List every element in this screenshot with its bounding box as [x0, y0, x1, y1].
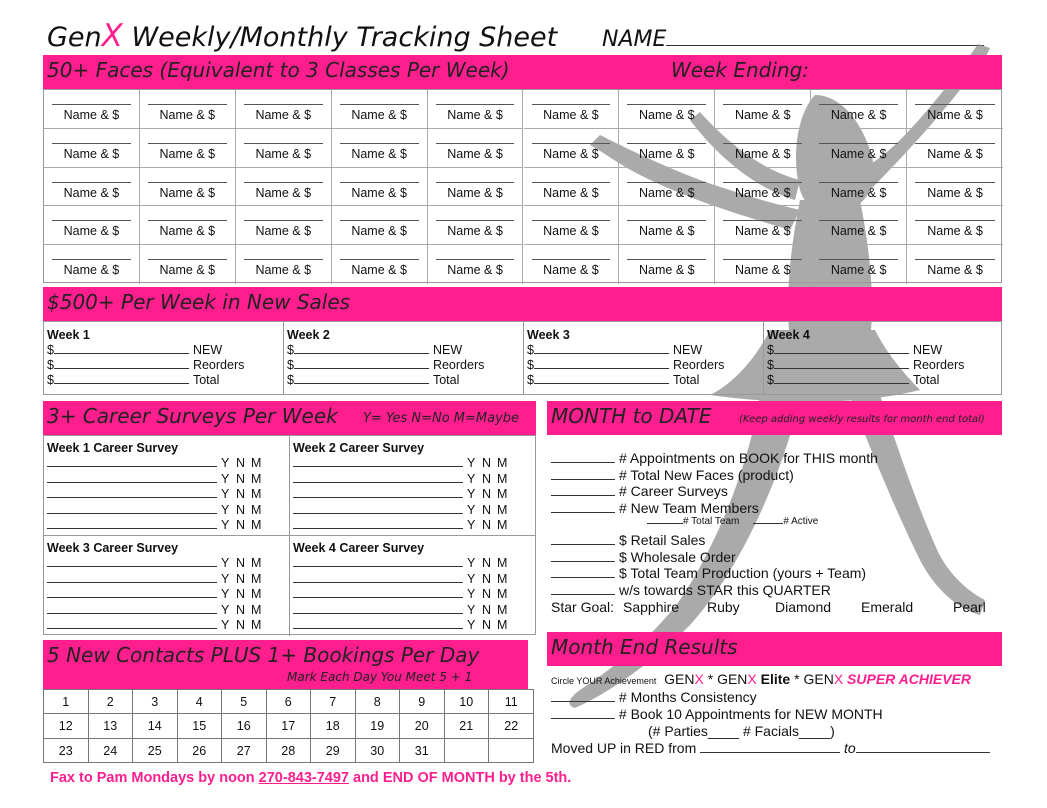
face-entry-cell[interactable]	[332, 168, 428, 207]
sales-week-block	[44, 322, 284, 394]
day-cell[interactable]: 20	[400, 714, 445, 738]
sales-week-label: Week 2	[287, 328, 330, 342]
face-entry-cell[interactable]	[44, 90, 140, 129]
sales-week-block	[284, 322, 524, 394]
face-entry-label: Name & $	[447, 146, 503, 161]
name-field[interactable]: NAME	[602, 26, 984, 52]
day-cell[interactable]: 28	[267, 739, 312, 763]
day-cell[interactable]: 16	[222, 714, 267, 738]
sales-amount-field[interactable]: $ NEW	[47, 343, 223, 357]
face-entry-label: Name & $	[543, 108, 599, 122]
month-to-date-line[interactable]: # New Team Members	[551, 500, 759, 516]
face-entry-label: Name & $	[639, 185, 695, 200]
face-entry-label: Name & $	[255, 263, 312, 278]
face-entry-label: Name & $	[351, 146, 407, 161]
team-sub-line[interactable]: # Total Team # Active	[647, 516, 818, 527]
book10-line[interactable]: # Book 10 Appointments for NEW MONTH	[551, 706, 883, 722]
month-end-header	[547, 632, 1002, 666]
face-entry-cell[interactable]	[715, 206, 811, 245]
face-entry-label: Name & $	[159, 224, 216, 239]
face-entry-label: Name & $	[639, 108, 695, 122]
faces-header	[43, 55, 1002, 89]
day-cell[interactable]: 30	[356, 739, 401, 763]
survey-entry-row[interactable]: Y N M	[293, 603, 512, 617]
face-entry-label: Name & $	[830, 263, 887, 278]
face-entry-cell[interactable]	[236, 168, 332, 207]
face-entry-cell[interactable]	[907, 168, 1003, 207]
faces-title: 50+ Faces (Equivalent to 3 Classes Per Week)	[47, 58, 510, 82]
day-cell[interactable]: 14	[133, 714, 178, 738]
contacts-header	[43, 640, 528, 689]
face-entry-cell[interactable]	[715, 129, 811, 168]
survey-entry-row[interactable]: Y N M	[47, 587, 266, 601]
moved-up-line[interactable]: Moved UP in RED from to	[551, 740, 990, 756]
surveys-legend: Y= Yes N=No M=Maybe	[363, 411, 520, 426]
month-to-date-list	[551, 450, 1001, 620]
face-entry-cell[interactable]	[619, 245, 715, 284]
survey-week-label: Week 1 Career Survey	[47, 441, 179, 455]
face-entry-cell[interactable]	[332, 129, 428, 168]
face-entry-cell[interactable]	[907, 90, 1003, 129]
face-entry-cell[interactable]	[332, 90, 428, 129]
month-to-date-line[interactable]: $ Retail Sales	[551, 532, 705, 548]
sales-amount-field[interactable]: $ Total	[767, 373, 940, 387]
star-level-option[interactable]: Emerald	[861, 598, 914, 615]
face-entry-label: Name & $	[830, 108, 887, 122]
day-cell[interactable]: 27	[222, 739, 267, 763]
face-entry-label: Name & $	[63, 185, 120, 200]
faces-grid	[43, 89, 1002, 283]
sales-amount-field[interactable]: $ NEW	[527, 343, 703, 357]
face-entry-cell[interactable]	[428, 90, 524, 129]
sales-week-label: Week 4	[767, 328, 810, 342]
face-entry-cell[interactable]	[524, 168, 620, 207]
survey-entry-row[interactable]: Y N M	[293, 556, 512, 570]
survey-entry-row[interactable]: Y N M	[47, 503, 266, 517]
week-ending-label: Week Ending:	[671, 58, 809, 82]
day-cell[interactable]: 2	[89, 690, 134, 714]
day-cell[interactable]: 26	[178, 739, 223, 763]
day-cell[interactable]: 12	[44, 714, 89, 738]
survey-week-block	[290, 436, 536, 536]
face-entry-cell[interactable]	[811, 168, 907, 207]
face-entry-cell[interactable]	[619, 168, 715, 207]
face-entry-cell[interactable]	[140, 245, 236, 284]
day-cell[interactable]: 10	[445, 690, 490, 714]
day-cell[interactable]: 6	[267, 690, 312, 714]
face-entry-cell[interactable]	[907, 245, 1003, 284]
face-entry-label: Name & $	[639, 224, 695, 239]
face-entry-label: Name & $	[255, 146, 312, 161]
survey-week-block	[44, 436, 290, 536]
sales-title: $500+ Per Week in New Sales	[47, 290, 351, 314]
sales-amount-field[interactable]: $ Reorders	[47, 358, 245, 372]
face-entry-label: Name & $	[63, 224, 120, 239]
face-entry-label: Name & $	[159, 185, 216, 200]
day-cell[interactable]: 15	[178, 714, 223, 738]
face-entry-cell[interactable]	[524, 90, 620, 129]
face-entry-label: Name & $	[255, 185, 312, 200]
month-to-date-note: (Keep adding weekly results for month end total)	[739, 414, 985, 425]
days-grid	[43, 689, 534, 763]
face-entry-label: Name & $	[159, 263, 216, 278]
month-to-date-header	[547, 401, 1002, 435]
survey-week-block	[290, 536, 536, 636]
month-to-date-line[interactable]: # Career Surveys	[551, 483, 728, 499]
face-entry-cell[interactable]	[907, 129, 1003, 168]
face-entry-label: Name & $	[351, 185, 407, 200]
survey-entry-row[interactable]: Y N M	[293, 587, 512, 601]
face-entry-label: Name & $	[927, 185, 983, 200]
star-level-option[interactable]: Ruby	[707, 598, 740, 615]
face-entry-cell[interactable]	[44, 168, 140, 207]
day-cell[interactable]: 4	[178, 690, 223, 714]
face-entry-label: Name & $	[351, 108, 407, 122]
face-entry-label: Name & $	[543, 263, 599, 278]
face-entry-label: Name & $	[734, 263, 791, 278]
surveys-header	[43, 401, 536, 435]
face-entry-label: Name & $	[830, 185, 887, 200]
sales-amount-field[interactable]: $ Total	[527, 373, 700, 387]
day-cell[interactable]	[489, 739, 534, 763]
face-entry-label: Name & $	[159, 146, 216, 161]
survey-entry-row[interactable]: Y N M	[47, 572, 266, 586]
sales-header	[43, 287, 1002, 321]
survey-entry-row[interactable]: Y N M	[47, 456, 266, 470]
month-to-date-line[interactable]: # Total New Faces (product)	[551, 467, 794, 483]
face-entry-label: Name & $	[639, 263, 695, 278]
day-cell[interactable]: 1	[44, 690, 89, 714]
face-entry-cell[interactable]	[140, 129, 236, 168]
face-entry-label: Name & $	[447, 224, 503, 239]
face-entry-label: Name & $	[447, 185, 503, 200]
star-level-option[interactable]: Pearl	[953, 598, 986, 615]
face-entry-label: Name & $	[63, 263, 120, 278]
survey-entry-row[interactable]: Y N M	[47, 487, 266, 501]
day-cell[interactable]: 29	[311, 739, 356, 763]
face-entry-label: Name & $	[255, 224, 312, 239]
survey-week-label: Week 2 Career Survey	[293, 441, 425, 455]
star-level-option[interactable]: Diamond	[775, 598, 832, 615]
face-entry-label: Name & $	[734, 108, 791, 122]
day-cell[interactable]: 21	[445, 714, 490, 738]
face-entry-cell[interactable]	[428, 245, 524, 284]
face-entry-label: Name & $	[63, 146, 120, 161]
sales-amount-field[interactable]: $ Total	[47, 373, 220, 387]
face-entry-cell[interactable]	[140, 90, 236, 129]
month-to-date-line[interactable]: # Appointments on BOOK for THIS month	[551, 450, 878, 466]
face-entry-cell[interactable]	[715, 168, 811, 207]
achievement-line[interactable]: Circle YOUR Achievement GENX * GENX Elite * GENX SUPER ACHIEVER	[551, 671, 971, 687]
day-cell[interactable]: 9	[400, 690, 445, 714]
fax-footer: Fax to Pam Mondays by noon 270-843-7497 and END OF MONTH by the 5th.	[50, 770, 572, 786]
face-entry-cell[interactable]	[619, 129, 715, 168]
sales-amount-field[interactable]: $ Reorders	[527, 358, 725, 372]
sales-amount-field[interactable]: $ NEW	[767, 343, 943, 357]
face-entry-label: Name & $	[159, 108, 216, 122]
face-entry-cell[interactable]	[619, 206, 715, 245]
survey-entry-row[interactable]: Y N M	[293, 572, 512, 586]
day-cell[interactable]: 18	[311, 714, 356, 738]
day-cell[interactable]: 13	[89, 714, 134, 738]
face-entry-cell[interactable]	[524, 129, 620, 168]
page-title: GenX Weekly/Monthly Tracking Sheet	[47, 18, 558, 54]
survey-entry-row[interactable]: Y N M	[293, 472, 512, 486]
surveys-grid	[43, 435, 536, 635]
face-entry-cell[interactable]	[140, 206, 236, 245]
day-cell[interactable]: 17	[267, 714, 312, 738]
month-to-date-line[interactable]: w/s towards STAR this QUARTER	[551, 582, 831, 598]
face-entry-label: Name & $	[734, 146, 791, 161]
face-entry-label: Name & $	[639, 146, 695, 161]
month-to-date-title: MONTH to DATE	[551, 404, 712, 428]
face-entry-label: Name & $	[927, 146, 983, 161]
day-cell[interactable]: 23	[44, 739, 89, 763]
face-entry-label: Name & $	[543, 185, 599, 200]
day-cell[interactable]: 25	[133, 739, 178, 763]
sales-week-block	[764, 322, 1004, 394]
survey-entry-row[interactable]: Y N M	[293, 456, 512, 470]
face-entry-label: Name & $	[447, 108, 503, 122]
face-entry-cell[interactable]	[811, 245, 907, 284]
face-entry-label: Name & $	[830, 224, 887, 239]
face-entry-label: Name & $	[543, 224, 599, 239]
face-entry-label: Name & $	[63, 108, 120, 122]
sales-amount-field[interactable]: $ Total	[287, 373, 460, 387]
day-cell[interactable]: 5	[222, 690, 267, 714]
star-goal-line[interactable]: Star Goal: Sapphire Ruby Diamond Emerald Pearl	[551, 598, 986, 615]
day-cell[interactable]: 8	[356, 690, 401, 714]
face-entry-cell[interactable]	[811, 90, 907, 129]
face-entry-cell[interactable]	[236, 129, 332, 168]
face-entry-cell[interactable]	[44, 206, 140, 245]
face-entry-cell[interactable]	[236, 206, 332, 245]
face-entry-label: Name & $	[543, 146, 599, 161]
surveys-title: 3+ Career Surveys Per Week	[47, 404, 338, 428]
face-entry-cell[interactable]	[524, 206, 620, 245]
fax-phone-link[interactable]: 270-843-7497	[258, 770, 349, 786]
sales-amount-field[interactable]: $ Reorders	[767, 358, 965, 372]
face-entry-cell[interactable]	[811, 206, 907, 245]
survey-week-block	[44, 536, 290, 636]
face-entry-cell[interactable]	[428, 206, 524, 245]
face-entry-cell[interactable]	[811, 129, 907, 168]
parties-facials-line[interactable]: (# Parties____ # Facials____)	[648, 723, 835, 739]
face-entry-label: Name & $	[830, 146, 887, 161]
day-cell[interactable]: 11	[489, 690, 534, 714]
survey-entry-row[interactable]: Y N M	[47, 472, 266, 486]
survey-entry-row[interactable]: Y N M	[293, 518, 512, 532]
face-entry-label: Name & $	[927, 108, 983, 122]
survey-entry-row[interactable]: Y N M	[47, 603, 266, 617]
day-cell[interactable]: 22	[489, 714, 534, 738]
sales-week-label: Week 1	[47, 328, 90, 342]
face-entry-cell[interactable]	[332, 245, 428, 284]
face-entry-cell[interactable]	[524, 245, 620, 284]
survey-entry-row[interactable]: Y N M	[47, 556, 266, 570]
face-entry-cell[interactable]	[907, 206, 1003, 245]
day-cell[interactable]: 19	[356, 714, 401, 738]
face-entry-cell[interactable]	[715, 90, 811, 129]
face-entry-label: Name & $	[255, 108, 312, 122]
face-entry-label: Name & $	[447, 263, 503, 278]
face-entry-cell[interactable]	[428, 168, 524, 207]
sales-week-label: Week 3	[527, 328, 570, 342]
contacts-subtitle: Mark Each Day You Meet 5 + 1	[287, 670, 473, 684]
face-entry-label: Name & $	[734, 224, 791, 239]
survey-entry-row[interactable]: Y N M	[47, 618, 266, 632]
sales-week-block	[524, 322, 764, 394]
star-level-option[interactable]: Sapphire	[623, 598, 680, 615]
face-entry-label: Name & $	[927, 263, 983, 278]
face-entry-cell[interactable]	[715, 245, 811, 284]
survey-entry-row[interactable]: Y N M	[293, 503, 512, 517]
face-entry-label: Name & $	[351, 263, 407, 278]
month-to-date-line[interactable]: $ Wholesale Order	[551, 549, 736, 565]
face-entry-cell[interactable]	[332, 206, 428, 245]
face-entry-label: Name & $	[351, 224, 407, 239]
survey-week-label: Week 3 Career Survey	[47, 541, 179, 555]
sales-amount-field[interactable]: $ NEW	[287, 343, 463, 357]
day-cell[interactable]: 31	[400, 739, 445, 763]
face-entry-cell[interactable]	[236, 90, 332, 129]
month-to-date-line[interactable]: $ Total Team Production (yours + Team)	[551, 565, 866, 581]
survey-entry-row[interactable]: Y N M	[293, 487, 512, 501]
day-cell[interactable]: 7	[311, 690, 356, 714]
sales-amount-field[interactable]: $ Reorders	[287, 358, 485, 372]
face-entry-cell[interactable]	[236, 245, 332, 284]
day-cell[interactable]: 3	[133, 690, 178, 714]
month-end-title: Month End Results	[551, 635, 738, 659]
face-entry-label: Name & $	[734, 185, 791, 200]
day-cell[interactable]	[445, 739, 490, 763]
months-consistency-line[interactable]: # Months Consistency	[551, 689, 757, 705]
face-entry-cell[interactable]	[619, 90, 715, 129]
day-cell[interactable]: 24	[89, 739, 134, 763]
survey-entry-row[interactable]: Y N M	[293, 618, 512, 632]
survey-entry-row[interactable]: Y N M	[47, 518, 266, 532]
face-entry-label: Name & $	[927, 224, 983, 239]
face-entry-cell[interactable]	[44, 129, 140, 168]
sales-grid	[43, 321, 1002, 395]
contacts-title: 5 New Contacts PLUS 1+ Bookings Per Day	[47, 643, 480, 667]
face-entry-cell[interactable]	[44, 245, 140, 284]
survey-week-label: Week 4 Career Survey	[293, 541, 425, 555]
face-entry-cell[interactable]	[428, 129, 524, 168]
face-entry-cell[interactable]	[140, 168, 236, 207]
